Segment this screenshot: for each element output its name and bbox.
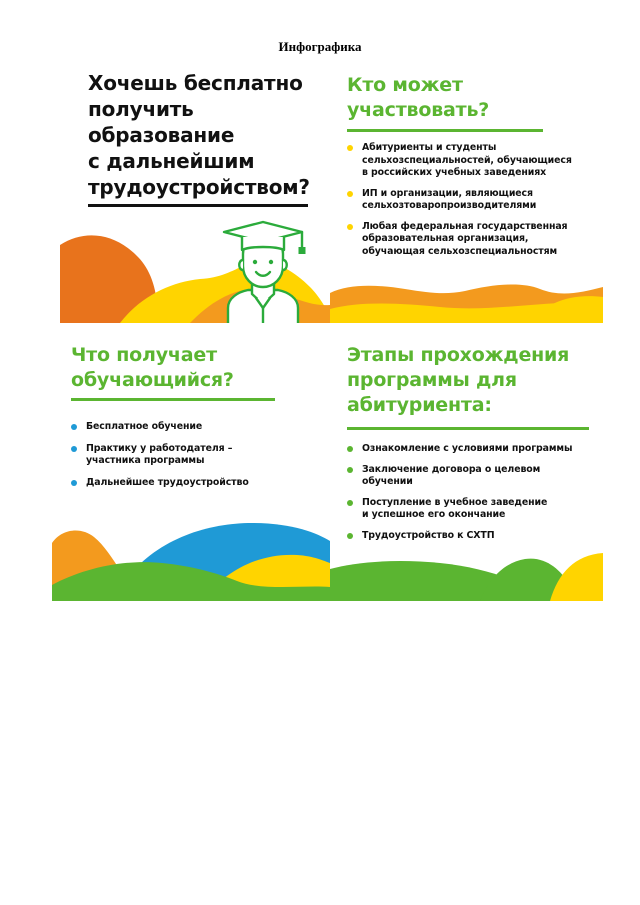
gets-heading xyxy=(71,343,234,393)
list-item-line: обучении xyxy=(362,476,413,487)
stages-heading-line: Этапы прохождения xyxy=(347,344,570,366)
list-item xyxy=(347,443,597,456)
list-item xyxy=(71,421,321,434)
list-item xyxy=(347,188,597,213)
gets-heading-line: Что получает xyxy=(71,344,217,366)
list-item-line: Бесплатное обучение xyxy=(86,421,203,432)
list-item-line: образовательная организация, xyxy=(362,233,529,244)
list-item-line: ИП и организации, являющиеся xyxy=(362,187,533,199)
list-item-line: сельхозспециальностей, обучающиеся xyxy=(362,154,572,166)
list-item xyxy=(347,221,597,259)
list-item xyxy=(347,497,597,522)
bullet-dot-icon xyxy=(347,224,353,230)
bullet-dot-icon xyxy=(347,467,353,473)
stages-heading xyxy=(347,343,569,418)
who-heading-line: участвовать? xyxy=(347,99,490,121)
list-item-line: участника программы xyxy=(86,455,205,466)
offer-heading-line: образование xyxy=(88,123,235,147)
document-title: Инфографика xyxy=(278,39,362,54)
stages-heading-underline xyxy=(347,427,589,430)
offer-heading-line: получить xyxy=(88,97,194,121)
bullet-dot-icon xyxy=(71,424,77,430)
list-item-line: и успешное его окончание xyxy=(362,509,506,520)
list-item xyxy=(347,142,597,180)
stages-heading-line: абитуриента: xyxy=(347,394,492,416)
panel-offer xyxy=(60,57,330,323)
list-item-line: Практику у работодателя – xyxy=(86,442,233,454)
offer-heading-underline xyxy=(88,204,308,207)
bullet-dot-icon xyxy=(71,446,77,452)
offer-heading-line: с дальнейшим xyxy=(88,149,255,173)
offer-heading-line: трудоустройством? xyxy=(88,175,310,199)
list-item-line: Трудоустройство к СХТП xyxy=(362,529,495,541)
who-list xyxy=(347,142,597,258)
gets-heading-line: обучающийся? xyxy=(71,369,234,391)
list-item xyxy=(71,477,321,490)
panel-what-student-gets xyxy=(52,323,330,601)
list-item xyxy=(71,443,321,468)
list-item xyxy=(347,530,597,543)
panel-program-stages xyxy=(330,323,603,601)
bullet-dot-icon xyxy=(347,500,353,506)
bullet-dot-icon xyxy=(347,533,353,539)
panel-who-can-participate xyxy=(330,57,603,323)
gets-list xyxy=(71,421,321,489)
graduate-icon xyxy=(220,220,306,323)
list-item-line: Дальнейшее трудоустройство xyxy=(86,476,249,488)
list-item xyxy=(347,464,597,489)
bullet-dot-icon xyxy=(347,145,353,151)
offer-heading xyxy=(88,70,310,200)
who-heading xyxy=(347,73,489,123)
list-item-line: Абитуриенты и студенты xyxy=(362,142,497,153)
bullet-dot-icon xyxy=(347,446,353,452)
stages-heading-line: программы для xyxy=(347,369,517,391)
list-item-line: Поступление в учебное заведение xyxy=(362,496,548,508)
bullet-dot-icon xyxy=(347,191,353,197)
who-heading-line: Кто может xyxy=(347,74,463,96)
list-item-line: обучающая сельхозспециальностям xyxy=(362,245,558,257)
offer-heading-line: Хочешь бесплатно xyxy=(88,71,303,95)
bullet-dot-icon xyxy=(71,480,77,486)
list-item-line: Заключение договора о целевом xyxy=(362,463,541,475)
stages-list xyxy=(347,443,597,542)
gets-heading-underline xyxy=(71,398,275,401)
list-item-line: сельхозтоваропроизводителями xyxy=(362,200,537,211)
list-item-line: в российских учебных заведениях xyxy=(362,167,547,178)
list-item-line: Ознакомление с условиями программы xyxy=(362,443,573,454)
who-heading-underline xyxy=(347,129,543,132)
list-item-line: Любая федеральная государственная xyxy=(362,220,568,232)
